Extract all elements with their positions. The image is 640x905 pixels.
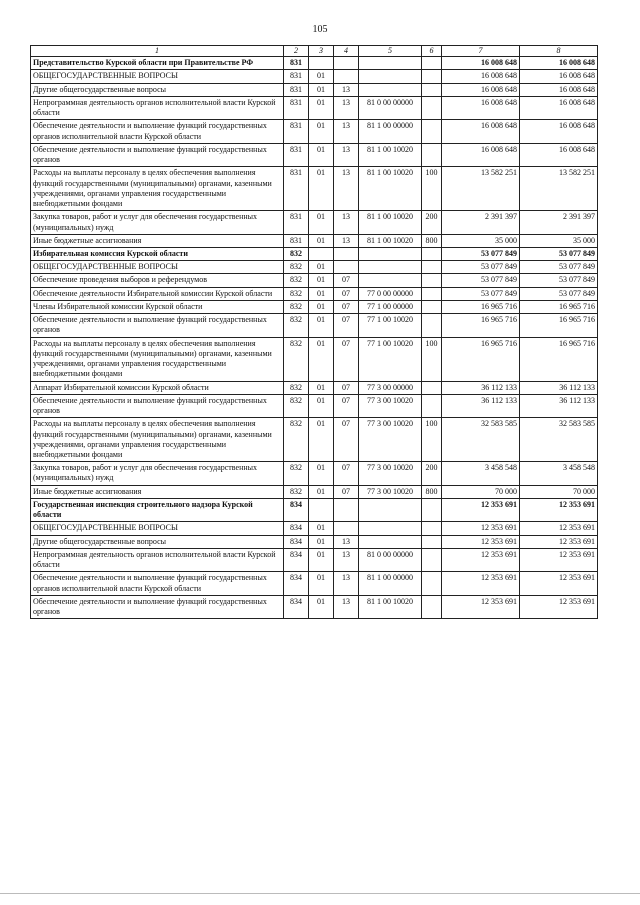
ministry-code-cell: 831 [284,234,309,247]
table-row [31,274,598,287]
expense-type-cell: 100 [422,167,442,211]
column-header: 4 [334,46,359,57]
table-row [31,120,598,143]
expenditure-name-cell: Непрограммная деятельность органов исполнительной власти Курской области [31,548,284,571]
table-row [31,143,598,166]
amount-cell: 35 000 [520,234,598,247]
ministry-code-cell: 832 [284,274,309,287]
expense-type-cell [422,287,442,300]
amount-cell: 32 583 585 [520,418,598,462]
amount-cell: 16 008 648 [520,70,598,83]
section-code-cell: 01 [309,535,334,548]
ministry-code-cell: 831 [284,70,309,83]
page-bottom-divider [0,893,640,894]
subsection-code-cell: 07 [334,337,359,381]
expenditure-name-cell: ОБЩЕГОСУДАРСТВЕННЫЕ ВОПРОСЫ [31,522,284,535]
expense-type-cell [422,548,442,571]
expenditure-name-cell: Другие общегосударственные вопросы [31,535,284,548]
subsection-code-cell: 07 [334,287,359,300]
subsection-code-cell: 07 [334,485,359,498]
section-code-cell: 01 [309,394,334,417]
subsection-code-cell: 07 [334,381,359,394]
expense-type-cell [422,57,442,70]
subsection-code-cell [334,261,359,274]
amount-cell: 3 458 548 [520,462,598,485]
expense-type-cell [422,83,442,96]
target-article-cell: 81 1 00 10020 [359,234,422,247]
column-header: 3 [309,46,334,57]
expenditure-name-cell: Другие общегосударственные вопросы [31,83,284,96]
amount-cell: 16 965 716 [442,300,520,313]
subsection-code-cell [334,522,359,535]
table-row [31,498,598,521]
ministry-code-cell: 831 [284,167,309,211]
expense-type-cell: 800 [422,485,442,498]
expense-type-cell [422,274,442,287]
column-header: 5 [359,46,422,57]
expenditure-name-cell: Обеспечение деятельности и выполнение функций государственных органов [31,314,284,337]
table-row [31,70,598,83]
column-header: 7 [442,46,520,57]
table-row [31,595,598,618]
amount-cell: 36 112 133 [520,381,598,394]
ministry-code-cell: 831 [284,57,309,70]
subsection-code-cell: 13 [334,96,359,119]
table-row [31,337,598,381]
expenditure-name-cell: Члены Избирательной комиссии Курской области [31,300,284,313]
amount-cell: 16 008 648 [442,96,520,119]
table-row [31,211,598,234]
expenditure-name-cell: Обеспечение деятельности Избирательной комиссии Курской области [31,287,284,300]
expenditure-name-cell: Иные бюджетные ассигнования [31,234,284,247]
amount-cell: 53 077 849 [520,274,598,287]
amount-cell: 53 077 849 [442,287,520,300]
table-row [31,234,598,247]
subsection-code-cell: 07 [334,314,359,337]
table-row [31,418,598,462]
expenditure-name-cell: Иные бюджетные ассигнования [31,485,284,498]
expenditure-name-cell: Избирательная комиссия Курской области [31,247,284,260]
subsection-code-cell: 07 [334,394,359,417]
table-row [31,300,598,313]
amount-cell: 12 353 691 [442,522,520,535]
expenditure-name-cell: Расходы на выплаты персоналу в целях обеспечения выполнения функций государственными (муниципальными) органами, казенными учреждениями, органами управления государственными внебюджетными фондами [31,167,284,211]
subsection-code-cell: 13 [334,83,359,96]
expenditure-name-cell: Обеспечение проведения выборов и референдумов [31,274,284,287]
amount-cell: 53 077 849 [520,287,598,300]
amount-cell: 16 965 716 [442,337,520,381]
table-row [31,394,598,417]
expense-type-cell [422,143,442,166]
table-row [31,261,598,274]
target-article-cell [359,247,422,260]
section-code-cell: 01 [309,572,334,595]
amount-cell: 16 965 716 [520,300,598,313]
expense-type-cell: 100 [422,418,442,462]
target-article-cell: 77 1 00 10020 [359,314,422,337]
expense-type-cell [422,394,442,417]
expense-type-cell [422,522,442,535]
section-code-cell: 01 [309,485,334,498]
column-header: 6 [422,46,442,57]
expenditure-name-cell: Аппарат Избирательной комиссии Курской области [31,381,284,394]
table-row [31,57,598,70]
target-article-cell: 81 1 00 10020 [359,167,422,211]
expenditure-name-cell: Обеспечение деятельности и выполнение функций государственных органов [31,595,284,618]
table-row [31,522,598,535]
target-article-cell: 81 0 00 00000 [359,548,422,571]
expense-type-cell [422,300,442,313]
table-row [31,167,598,211]
ministry-code-cell: 831 [284,143,309,166]
subsection-code-cell: 13 [334,143,359,166]
expense-type-cell [422,247,442,260]
amount-cell: 35 000 [442,234,520,247]
table-row [31,247,598,260]
ministry-code-cell: 831 [284,83,309,96]
amount-cell: 12 353 691 [442,548,520,571]
amount-cell: 12 353 691 [442,595,520,618]
subsection-code-cell: 13 [334,211,359,234]
amount-cell: 12 353 691 [520,595,598,618]
ministry-code-cell: 834 [284,522,309,535]
expense-type-cell [422,96,442,119]
section-code-cell: 01 [309,234,334,247]
amount-cell: 16 008 648 [520,120,598,143]
expense-type-cell [422,535,442,548]
section-code-cell: 01 [309,314,334,337]
target-article-cell [359,261,422,274]
subsection-code-cell [334,57,359,70]
amount-cell: 16 965 716 [520,314,598,337]
target-article-cell: 81 1 00 10020 [359,143,422,166]
ministry-code-cell: 831 [284,120,309,143]
section-code-cell: 01 [309,261,334,274]
amount-cell: 2 391 397 [520,211,598,234]
target-article-cell: 81 1 00 00000 [359,572,422,595]
ministry-code-cell: 832 [284,381,309,394]
ministry-code-cell: 834 [284,535,309,548]
table-header-row [31,46,598,57]
amount-cell: 12 353 691 [520,572,598,595]
table-row [31,535,598,548]
amount-cell: 12 353 691 [520,548,598,571]
expense-type-cell: 200 [422,211,442,234]
expense-type-cell [422,572,442,595]
column-header: 2 [284,46,309,57]
expenditure-name-cell: Закупка товаров, работ и услуг для обеспечения государственных (муниципальных) нужд [31,462,284,485]
amount-cell: 16 008 648 [520,57,598,70]
amount-cell: 12 353 691 [520,498,598,521]
ministry-code-cell: 832 [284,462,309,485]
target-article-cell: 77 3 00 00000 [359,381,422,394]
amount-cell: 53 077 849 [520,261,598,274]
amount-cell: 12 353 691 [520,522,598,535]
section-code-cell: 01 [309,211,334,234]
ministry-code-cell: 832 [284,485,309,498]
page-number: 105 [312,24,328,35]
subsection-code-cell: 07 [334,418,359,462]
amount-cell: 13 582 251 [520,167,598,211]
section-code-cell: 01 [309,287,334,300]
section-code-cell: 01 [309,120,334,143]
section-code-cell: 01 [309,83,334,96]
section-code-cell: 01 [309,381,334,394]
ministry-code-cell: 831 [284,211,309,234]
table-row [31,485,598,498]
expenditure-name-cell: Представительство Курской области при Правительстве РФ [31,57,284,70]
target-article-cell: 77 3 00 10020 [359,485,422,498]
amount-cell: 12 353 691 [442,535,520,548]
ministry-code-cell: 832 [284,418,309,462]
ministry-code-cell: 832 [284,314,309,337]
subsection-code-cell: 13 [334,234,359,247]
target-article-cell: 81 1 00 00000 [359,120,422,143]
ministry-code-cell: 832 [284,247,309,260]
amount-cell: 36 112 133 [442,394,520,417]
section-code-cell: 01 [309,462,334,485]
section-code-cell: 01 [309,300,334,313]
expense-type-cell [422,70,442,83]
ministry-code-cell: 832 [284,300,309,313]
column-header: 1 [31,46,284,57]
target-article-cell: 77 0 00 00000 [359,287,422,300]
ministry-code-cell: 834 [284,572,309,595]
section-code-cell: 01 [309,548,334,571]
table-row [31,572,598,595]
section-code-cell [309,498,334,521]
target-article-cell [359,70,422,83]
amount-cell: 36 112 133 [520,394,598,417]
table-row [31,287,598,300]
subsection-code-cell: 13 [334,167,359,211]
section-code-cell: 01 [309,418,334,462]
expense-type-cell: 200 [422,462,442,485]
target-article-cell: 77 3 00 10020 [359,418,422,462]
section-code-cell [309,247,334,260]
amount-cell: 13 582 251 [442,167,520,211]
amount-cell: 16 965 716 [442,314,520,337]
amount-cell: 12 353 691 [442,498,520,521]
ministry-code-cell: 834 [284,595,309,618]
expense-type-cell [422,120,442,143]
table-body [31,57,598,619]
expenditure-name-cell: ОБЩЕГОСУДАРСТВЕННЫЕ ВОПРОСЫ [31,70,284,83]
amount-cell: 16 008 648 [442,120,520,143]
subsection-code-cell: 13 [334,548,359,571]
expense-type-cell [422,314,442,337]
expense-type-cell [422,498,442,521]
expense-type-cell [422,381,442,394]
amount-cell: 53 077 849 [442,261,520,274]
amount-cell: 70 000 [520,485,598,498]
amount-cell: 16 008 648 [442,83,520,96]
subsection-code-cell: 07 [334,274,359,287]
target-article-cell: 77 3 00 10020 [359,462,422,485]
section-code-cell: 01 [309,70,334,83]
ministry-code-cell: 832 [284,287,309,300]
table-row [31,83,598,96]
expenditure-name-cell: Государственная инспекция строительного надзора Курской области [31,498,284,521]
expenditure-name-cell: Закупка товаров, работ и услуг для обеспечения государственных (муниципальных) нужд [31,211,284,234]
expenditure-name-cell: Обеспечение деятельности и выполнение функций государственных органов исполнительной власти Курской области [31,120,284,143]
subsection-code-cell: 13 [334,572,359,595]
section-code-cell: 01 [309,595,334,618]
expenditure-name-cell: Расходы на выплаты персоналу в целях обеспечения выполнения функций государственными (муниципальными) органами, казенными учреждениями, органами управления государственными внебюджетными фондами [31,418,284,462]
amount-cell: 36 112 133 [442,381,520,394]
subsection-code-cell: 13 [334,120,359,143]
ministry-code-cell: 832 [284,394,309,417]
amount-cell: 70 000 [442,485,520,498]
section-code-cell: 01 [309,167,334,211]
section-code-cell: 01 [309,337,334,381]
expenditure-name-cell: Обеспечение деятельности и выполнение функций государственных органов [31,143,284,166]
amount-cell: 16 008 648 [520,143,598,166]
column-header: 8 [520,46,598,57]
ministry-code-cell: 834 [284,548,309,571]
amount-cell: 16 008 648 [442,57,520,70]
budget-table [30,45,598,619]
subsection-code-cell: 13 [334,535,359,548]
expense-type-cell: 100 [422,337,442,381]
section-code-cell: 01 [309,274,334,287]
expenditure-name-cell: Расходы на выплаты персоналу в целях обеспечения выполнения функций государственными (муниципальными) органами, казенными учреждениями, органами управления государственными внебюджетными фондами [31,337,284,381]
table-row [31,381,598,394]
ministry-code-cell: 832 [284,337,309,381]
expenditure-name-cell: ОБЩЕГОСУДАРСТВЕННЫЕ ВОПРОСЫ [31,261,284,274]
amount-cell: 16 008 648 [520,83,598,96]
section-code-cell: 01 [309,522,334,535]
expenditure-name-cell: Непрограммная деятельность органов исполнительной власти Курской области [31,96,284,119]
subsection-code-cell [334,498,359,521]
ministry-code-cell: 832 [284,261,309,274]
table-row [31,462,598,485]
target-article-cell: 81 1 00 10020 [359,211,422,234]
target-article-cell [359,535,422,548]
target-article-cell [359,57,422,70]
amount-cell: 3 458 548 [442,462,520,485]
ministry-code-cell: 834 [284,498,309,521]
target-article-cell [359,522,422,535]
target-article-cell: 81 1 00 10020 [359,595,422,618]
expense-type-cell [422,595,442,618]
amount-cell: 16 008 648 [442,143,520,166]
target-article-cell: 77 1 00 00000 [359,300,422,313]
expense-type-cell [422,261,442,274]
amount-cell: 53 077 849 [442,247,520,260]
amount-cell: 2 391 397 [442,211,520,234]
expense-type-cell: 800 [422,234,442,247]
section-code-cell: 01 [309,143,334,166]
subsection-code-cell [334,247,359,260]
subsection-code-cell: 07 [334,300,359,313]
target-article-cell: 77 3 00 10020 [359,394,422,417]
subsection-code-cell: 13 [334,595,359,618]
section-code-cell: 01 [309,96,334,119]
amount-cell: 53 077 849 [520,247,598,260]
amount-cell: 16 008 648 [520,96,598,119]
amount-cell: 12 353 691 [520,535,598,548]
amount-cell: 12 353 691 [442,572,520,595]
table-row [31,96,598,119]
target-article-cell [359,83,422,96]
table-row [31,548,598,571]
subsection-code-cell [334,70,359,83]
table-row [31,314,598,337]
subsection-code-cell: 07 [334,462,359,485]
section-code-cell [309,57,334,70]
expenditure-name-cell: Обеспечение деятельности и выполнение функций государственных органов исполнительной власти Курской области [31,572,284,595]
amount-cell: 53 077 849 [442,274,520,287]
target-article-cell: 81 0 00 00000 [359,96,422,119]
amount-cell: 16 008 648 [442,70,520,83]
expenditure-name-cell: Обеспечение деятельности и выполнение функций государственных органов [31,394,284,417]
amount-cell: 32 583 585 [442,418,520,462]
target-article-cell: 77 1 00 10020 [359,337,422,381]
amount-cell: 16 965 716 [520,337,598,381]
ministry-code-cell: 831 [284,96,309,119]
target-article-cell [359,274,422,287]
target-article-cell [359,498,422,521]
